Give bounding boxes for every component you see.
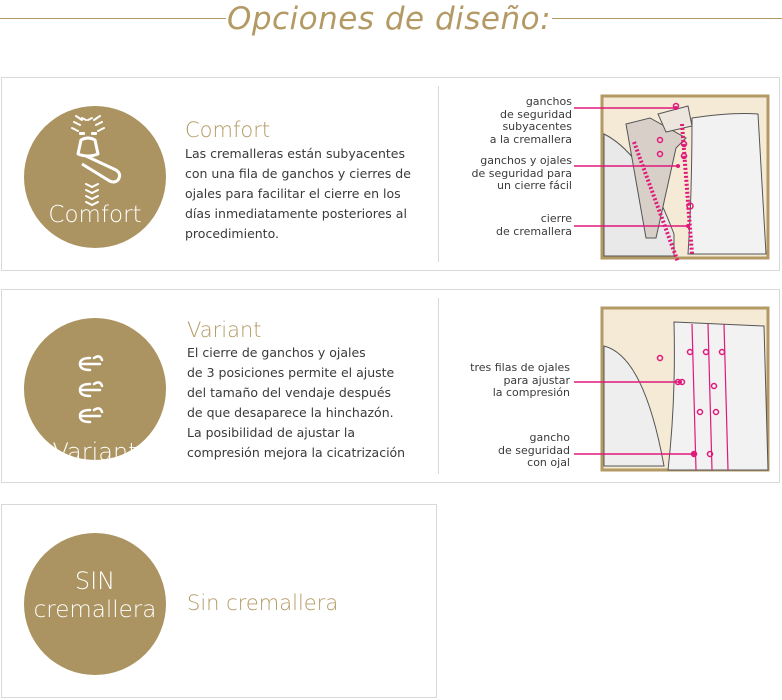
- variant-text-line: El cierre de ganchos y ojales: [187, 345, 366, 360]
- comfort-text-line: Las cremalleras están subyacentes: [185, 146, 405, 161]
- sin-cremallera-badge: [24, 533, 166, 675]
- annotation-line: la compresión: [492, 386, 570, 399]
- variant-illustration: [574, 306, 772, 474]
- annotation-line: ganchos y ojales: [480, 154, 572, 167]
- variant-text-line: de 3 posiciones permite el ajuste: [187, 365, 395, 380]
- comfort-text-line: procedimiento.: [185, 226, 279, 241]
- variant-annotation-safety-hook: [442, 432, 570, 470]
- annotation-line: cierre: [540, 212, 572, 225]
- comfort-annotation-hooks: [442, 96, 572, 146]
- comfort-text-line: ojales para facilitar el cierre en los: [185, 186, 401, 201]
- comfort-illustration: [574, 94, 772, 262]
- annotation-line: tres filas de ojales: [470, 361, 570, 374]
- variant-annotation-rows: [442, 362, 570, 400]
- option-card-variant: [1, 289, 780, 483]
- option-card-sin-cremallera: [1, 504, 437, 698]
- page-header: [0, 0, 782, 40]
- variant-text-line: compresión mejora la cicatrización: [187, 445, 406, 460]
- variant-title: Variant: [187, 318, 262, 342]
- comfort-annotation-hooks-eyes: [442, 155, 572, 193]
- sin-cremallera-title: Sin cremallera: [187, 591, 339, 615]
- annotation-line: subyacentes: [502, 120, 572, 133]
- comfort-badge: [24, 106, 166, 248]
- annotation-line: con ojal: [527, 456, 570, 469]
- option-card-comfort: [1, 77, 780, 271]
- annotation-line: de seguridad para: [471, 166, 572, 180]
- page-title: Opciones de diseño:: [226, 1, 552, 37]
- annotation-line: a la cremallera: [489, 132, 572, 146]
- sin-badge-label-line1: SIN: [74, 567, 116, 595]
- annotation-line: gancho: [529, 431, 570, 444]
- comfort-title: Comfort: [185, 118, 271, 142]
- comfort-annotation-zipper: [442, 213, 572, 238]
- annotation-line: de cremallera: [496, 224, 572, 238]
- annotation-line: un cierre fácil: [497, 179, 572, 192]
- variant-badge-label: Variant: [52, 438, 138, 466]
- comfort-divider: [438, 86, 439, 262]
- variant-badge: [24, 318, 166, 466]
- annotation-line: para ajustar: [503, 373, 570, 387]
- variant-text-line: La posibilidad de ajustar la: [187, 425, 355, 440]
- variant-description: [187, 343, 405, 463]
- variant-divider: [438, 298, 439, 474]
- comfort-text-line: días inmediatamente posteriores al: [185, 206, 407, 221]
- title-rule-right: [552, 18, 782, 19]
- annotation-line: de seguridad: [500, 107, 572, 121]
- sin-badge-label-line2: cremallera: [33, 597, 157, 623]
- comfort-text-line: con una fila de ganchos y cierres de: [185, 166, 411, 181]
- comfort-badge-label: Comfort: [48, 202, 142, 228]
- annotation-line: de seguridad: [498, 443, 570, 457]
- comfort-description: [185, 144, 411, 244]
- variant-text-line: de que desaparece la hinchazón.: [187, 405, 394, 420]
- title-rule-left: [0, 18, 226, 19]
- variant-text-line: del tamaño del vendaje después: [187, 385, 392, 400]
- annotation-line: ganchos: [525, 95, 572, 108]
